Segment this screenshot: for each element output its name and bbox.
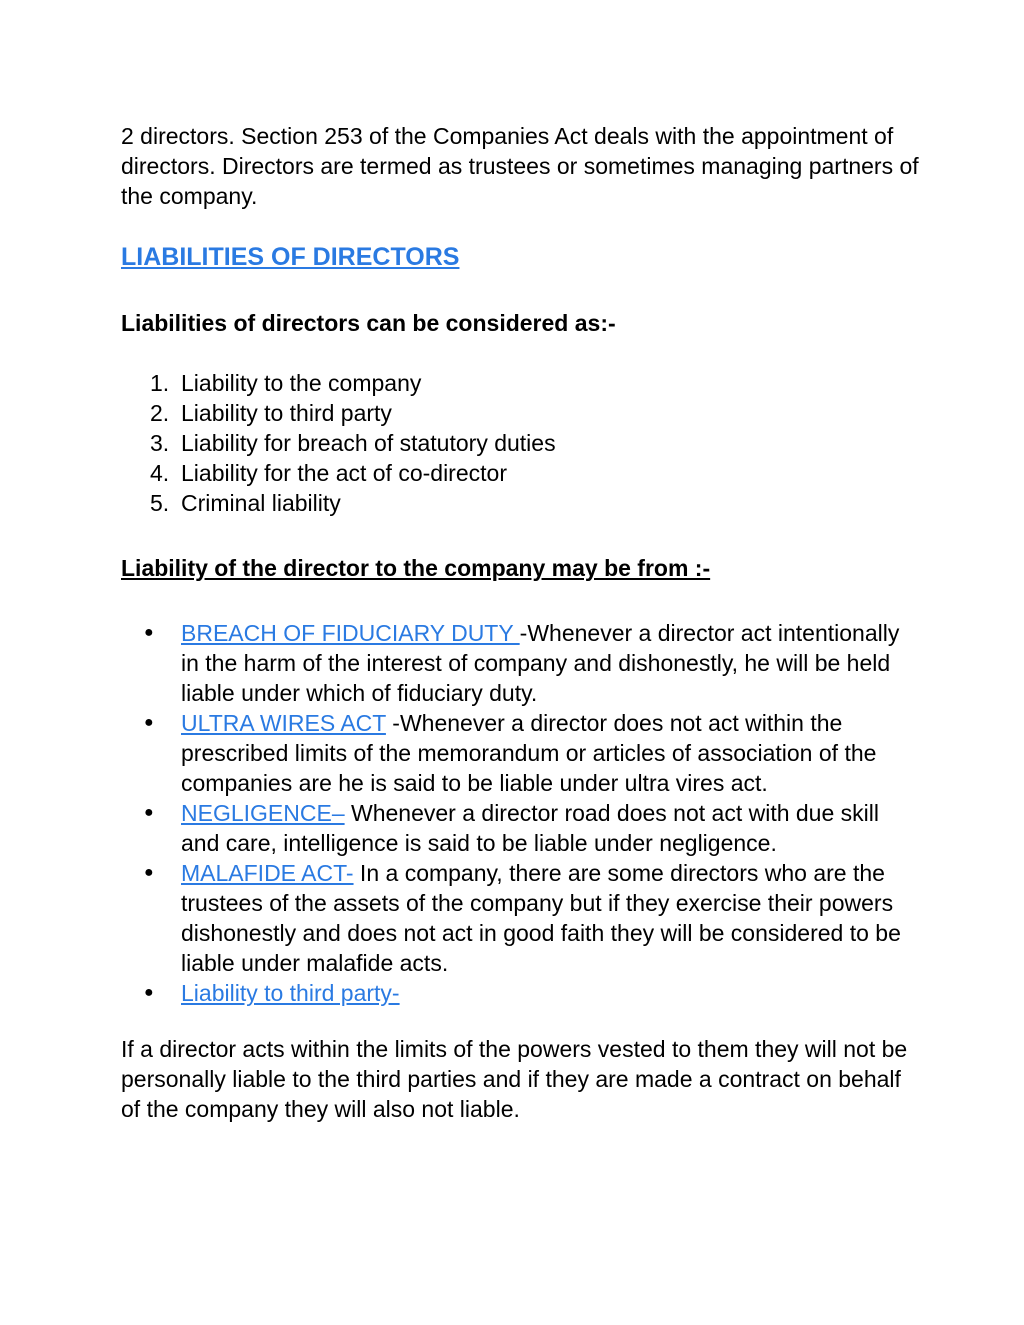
list-number: 1.	[150, 370, 170, 396]
list-item	[150, 398, 921, 428]
malafide-act-link[interactable]: MALAFIDE ACT-	[181, 860, 354, 886]
list-item-text: Liability to third party	[181, 400, 392, 426]
bullet-dot-icon: ●	[144, 624, 154, 641]
list-number: 4.	[150, 460, 170, 486]
bullet-dot-icon: ●	[144, 864, 154, 881]
list-item	[150, 458, 921, 488]
list-item-text: -Whenever a director act intentionally in the harm of the interest of company and dishonestly, he will be held liable under which of fiduciary duty.	[181, 620, 900, 706]
liabilities-list	[121, 368, 921, 518]
closing-paragraph: If a director acts within the limits of the powers vested to them they will not be personally liable to the third parties and if they are made a contract on behalf of the company they will also not liable.	[121, 1036, 908, 1122]
list-item	[150, 428, 921, 458]
list-item-text: Criminal liability	[181, 490, 341, 516]
intro-paragraph: 2 directors. Section 253 of the Companies Act deals with the appointment of directors. Directors are termed as trustees or sometimes managing partners of the company.	[121, 123, 919, 209]
list-item-text: -Whenever a director does not act within the prescribed limits of the memorandum or articles of association of the companies are he is said to be liable under ultra vires act.	[181, 710, 877, 796]
liabilities-intro: Liabilities of directors can be considered as:-	[121, 310, 616, 336]
list-number: 2.	[150, 400, 170, 426]
document-page	[121, 121, 921, 1124]
ultra-wires-act-link[interactable]: ULTRA WIRES ACT	[181, 710, 386, 736]
list-item-text: Liability for breach of statutory duties	[181, 430, 556, 456]
breach-of-fiduciary-duty-link[interactable]: BREACH OF FIDUCIARY DUTY	[181, 620, 520, 646]
list-item	[150, 368, 921, 398]
liability-to-third-party-link[interactable]: Liability to third party-	[181, 980, 400, 1006]
list-number: 5.	[150, 490, 170, 516]
list-item-text: In a company, there are some directors who are the trustees of the assets of the company but if they exercise their powers dishonestly and does not act in good faith they will be considered to be liable under malafide acts.	[181, 860, 901, 976]
negligence-link[interactable]: NEGLIGENCE–	[181, 800, 345, 826]
company-liability-list	[121, 618, 921, 1008]
list-item	[144, 978, 921, 1008]
bullet-dot-icon: ●	[144, 804, 154, 821]
liabilities-heading-link[interactable]: LIABILITIES OF DIRECTORS	[121, 243, 460, 271]
list-number: 3.	[150, 430, 170, 456]
list-item	[144, 708, 921, 798]
list-item	[144, 618, 921, 708]
list-item-text: Whenever a director road does not act with due skill and care, intelligence is said to be liable under negligence.	[181, 800, 879, 856]
company-liability-heading: Liability of the director to the company may be from :-	[121, 555, 711, 581]
list-item	[144, 798, 921, 858]
list-item-text: Liability to the company	[181, 370, 422, 396]
list-item	[150, 488, 921, 518]
list-item-text: Liability for the act of co-director	[181, 460, 507, 486]
bullet-dot-icon: ●	[144, 984, 154, 1001]
bullet-dot-icon: ●	[144, 714, 154, 731]
list-item	[144, 858, 921, 978]
